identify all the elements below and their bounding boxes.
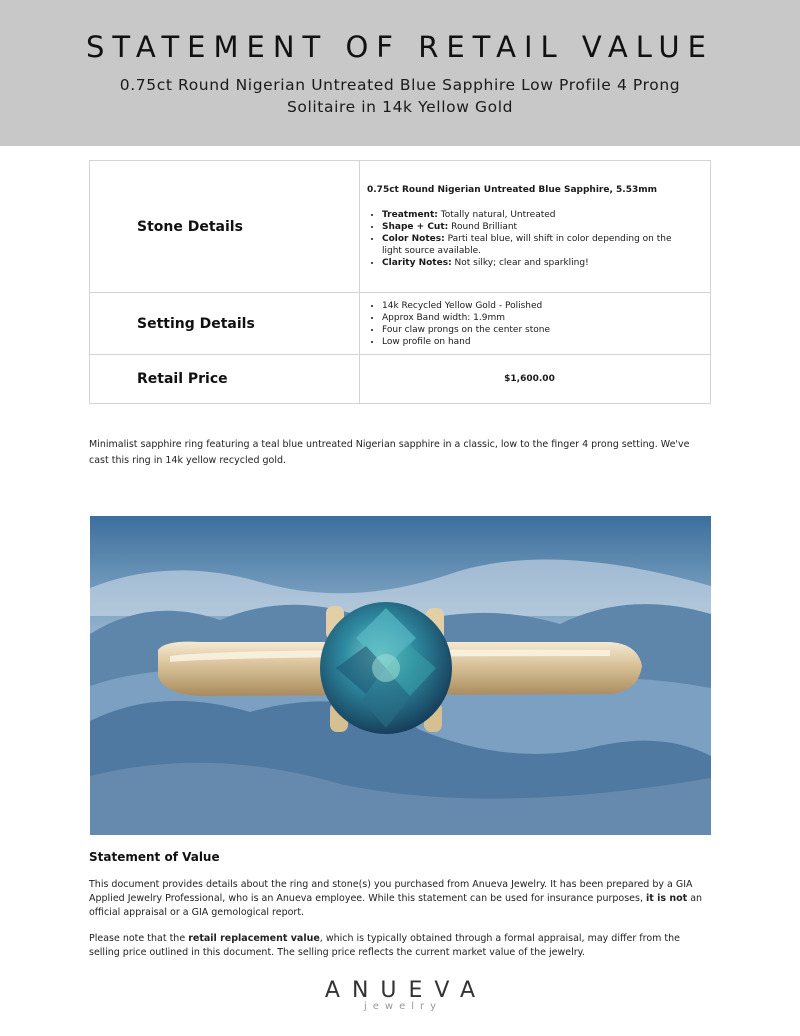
ring-photo-illustration (90, 516, 711, 835)
details-table (89, 160, 711, 404)
spec-key: Shape + Cut: (382, 222, 449, 232)
setting-details-cell (360, 293, 711, 355)
setting-details-row (90, 293, 711, 355)
brand-logo (300, 978, 500, 1012)
paragraph-text: This document provides details about the ring and stone(s) you purchased from Anueva Jewelry. It has been prepared by a GIA Applied Jewelry Professional, who is an Anueva employee. While this statement can be used for insurance purposes, (89, 879, 693, 904)
setting-details-label: Setting Details (90, 293, 360, 355)
retail-price-row (90, 355, 711, 404)
stone-spec-list (367, 209, 692, 269)
stone-spec-item (382, 257, 692, 269)
setting-spec-item: • Low profile on hand (382, 336, 692, 348)
spec-key: Color Notes: (382, 234, 445, 244)
setting-spec-item: • 14k Recycled Yellow Gold - Polished (382, 300, 692, 312)
header-banner (0, 0, 800, 146)
setting-spec-list (367, 300, 692, 348)
stone-details-label: Stone Details (90, 161, 360, 293)
spec-key: Clarity Notes: (382, 258, 452, 268)
paragraph-emphasis: retail replacement value (188, 933, 320, 944)
paragraph-text: , which is typically obtained through a formal appraisal, may differ from the selling price outlined in this document. The selling price reflects the current market value of the jewelry. (89, 933, 681, 958)
stone-spec-item (382, 221, 692, 233)
paragraph-text: Please note that the (89, 933, 189, 944)
retail-price-label: Retail Price (90, 355, 360, 404)
document-subtitle: 0.75ct Round Nigerian Untreated Blue Sapphire Low Profile 4 Prong Solitaire in 14k Yellow Gold (119, 76, 681, 116)
spec-key: Treatment: (382, 210, 438, 220)
spec-value: Totally natural, Untreated (440, 210, 556, 220)
product-description: Minimalist sapphire ring featuring a teal blue untreated Nigerian sapphire in a classic, low to the finger 4 prong setting. We've cast this ring in 14k yellow recycled gold. (89, 439, 690, 466)
spec-value: Parti teal blue, will shift in color depending on the light source available. (382, 234, 672, 256)
statement-paragraph-2 (89, 932, 713, 960)
stone-spec-item (382, 209, 692, 221)
retail-price-value: $1,600.00 (360, 355, 711, 404)
stone-heading: 0.75ct Round Nigerian Untreated Blue Sapphire, 5.53mm (367, 185, 657, 195)
logo-brand-name: ANUEVA (324, 978, 488, 1003)
setting-spec-item: • Approx Band width: 1.9mm (382, 312, 692, 324)
statement-paragraph-1 (89, 878, 713, 920)
stone-spec-item (382, 233, 692, 257)
paragraph-text: an official appraisal or a GIA gemological report. (89, 893, 703, 918)
document-title: STATEMENT OF RETAIL VALUE (86, 30, 714, 64)
spec-value: Not silky; clear and sparkling! (454, 258, 589, 268)
paragraph-emphasis: it is not (646, 893, 688, 904)
spec-value: Round Brilliant (451, 222, 518, 232)
statement-title: Statement of Value (89, 850, 220, 864)
ring-photo (90, 516, 711, 835)
setting-spec-item: • Four claw prongs on the center stone (382, 324, 692, 336)
stone-details-cell (360, 161, 711, 293)
logo-tagline: jewelry (363, 1001, 443, 1012)
stone-details-row (90, 161, 711, 293)
